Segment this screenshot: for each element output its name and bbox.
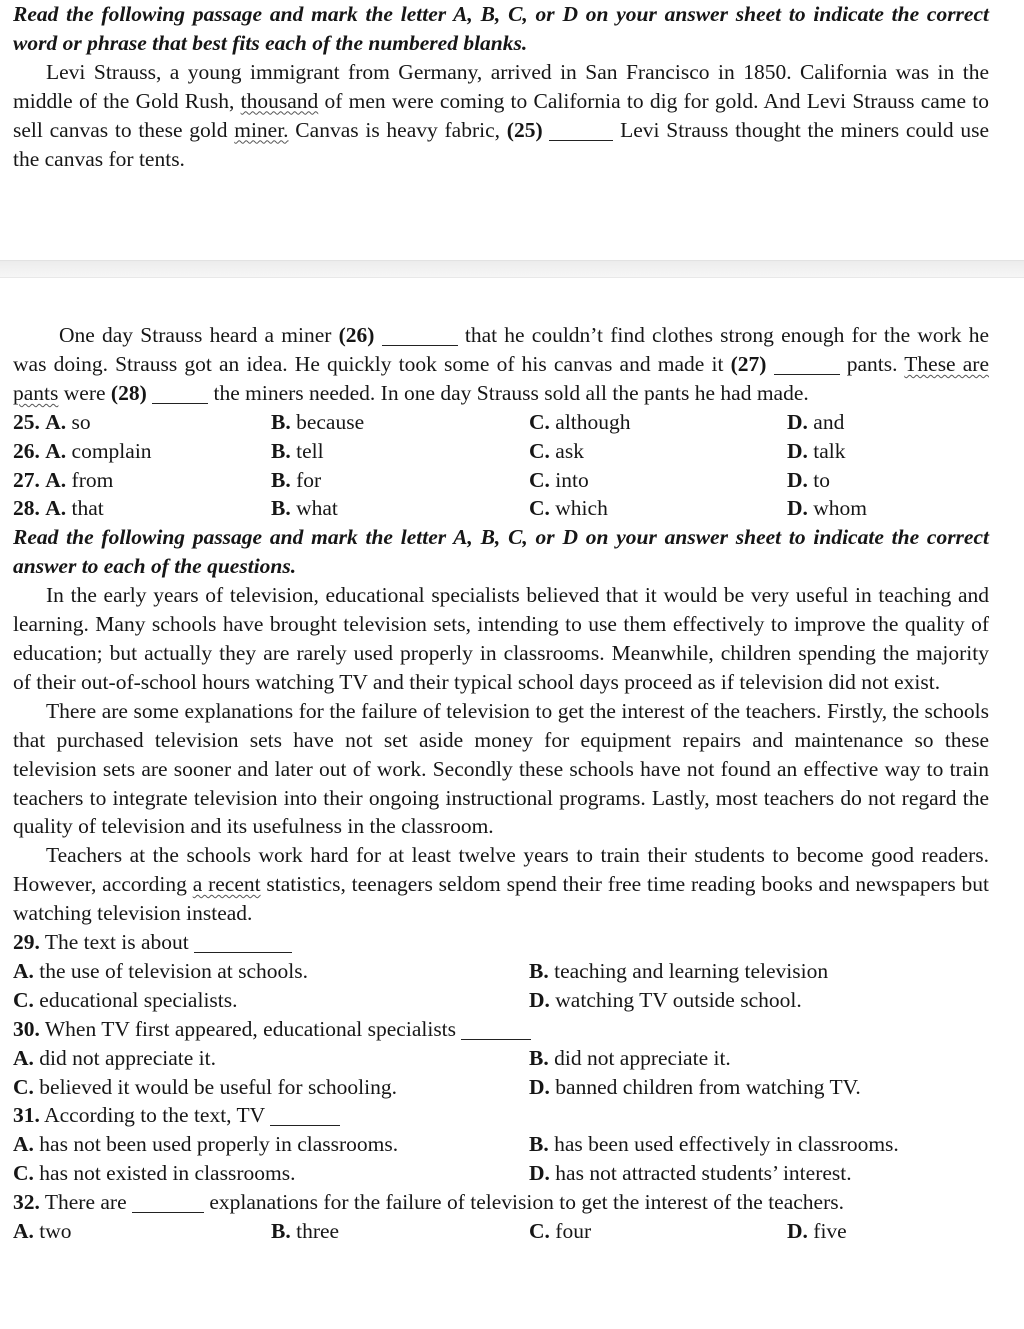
blank-number-28: (28) [110,380,147,405]
option-d [529,986,989,1015]
blank-number-25: (25) [506,117,543,142]
option-text: has been used effectively in classrooms. [554,1132,899,1157]
option-letter: A. [13,958,34,983]
error-marked-phrase: These are pants [13,351,990,405]
option-d [787,408,989,437]
question-number: 29. [13,930,40,955]
option-letter: C. [529,438,550,463]
option-letter: D. [787,438,808,463]
text-run: One day Strauss heard a miner [59,323,339,347]
option-c [529,466,787,495]
option-letter: B. [271,1219,291,1244]
section-1-instruction: Read the following passage and mark the letter A, B, C, or D on your answer sheet to indicate the correct word or phrase that best fits each of the numbered blanks. [13,2,989,55]
question-27 [13,466,989,495]
option-text: which [555,496,608,521]
option-text: complain [71,438,152,463]
option-letter: A. [45,467,67,492]
option-b [271,1217,529,1246]
option-letter: D. [529,1074,550,1099]
passage-2-paragraph-3 [13,841,989,928]
option-a [13,494,271,523]
question-30-stem [13,1015,989,1044]
error-marked-word: miner. [234,117,289,142]
option-b [271,437,529,466]
option-b [529,1130,989,1159]
option-text: to [813,467,831,492]
option-c [13,986,529,1015]
option-a [13,408,271,437]
blank-28 [152,381,208,404]
option-c [13,1159,529,1188]
question-26 [13,437,989,466]
question-text: The text is about [44,930,189,955]
option-letter: B. [271,496,291,521]
option-text: because [296,409,365,434]
option-b [271,494,529,523]
option-text: teaching and learning television [554,958,829,983]
question-29-stem [13,928,989,957]
option-text: banned children from watching TV. [555,1074,861,1099]
option-letter: B. [529,958,549,983]
question-number: 27. [13,467,40,492]
text-run: pants. [839,351,905,376]
option-text: did not appreciate it. [39,1045,216,1070]
option-letter: C. [13,1074,34,1099]
option-letter: B. [271,467,291,492]
option-b [529,1044,989,1073]
option-text: that [71,496,104,521]
question-number: 28. [13,496,40,521]
option-text: the use of television at schools. [39,958,308,983]
option-text: three [296,1219,340,1244]
option-c [13,1073,529,1102]
question-text: According to the text, TV [44,1103,265,1128]
option-letter: D. [529,987,550,1012]
option-letter: A. [45,438,67,463]
option-d [787,1217,989,1246]
question-32-stem [13,1188,989,1217]
text-run: were [58,380,111,405]
option-text: so [71,409,91,434]
option-letter: D. [787,409,808,434]
option-d [787,466,989,495]
option-letter: A. [45,409,67,434]
text-run: Canvas is heavy fabric, [288,117,507,142]
passage-1-bottom [13,321,989,1246]
option-letter: D. [787,467,808,492]
option-letter: D. [787,1219,808,1244]
error-marked-phrase: a recent [192,872,261,897]
answer-blank [461,1017,531,1040]
text-run: Levi Strauss thought the miners could use the canvas for tents. [13,117,990,171]
option-c [529,437,787,466]
option-letter: A. [13,1132,34,1157]
option-text: although [555,409,631,434]
option-letter: C. [529,467,550,492]
option-text: tell [296,438,324,463]
question-25 [13,408,989,437]
passage-1-top [13,0,989,173]
option-a [13,1044,529,1073]
screenshot-divider [0,260,1024,278]
blank-25 [549,118,613,141]
blank-number-26: (26) [338,323,375,347]
option-d [787,437,989,466]
option-a [13,957,529,986]
answer-blank [194,931,292,954]
option-letter: C. [529,409,550,434]
question-31-stem [13,1101,989,1130]
option-d [787,494,989,523]
option-text: did not appreciate it. [554,1045,731,1070]
answer-blank [270,1104,340,1127]
question-28 [13,494,989,523]
option-a [13,1130,529,1159]
option-a [13,466,271,495]
option-b [529,957,989,986]
text-run: Levi Strauss, a young immigrant from Germany, arrived in San Francisco in 1850. California was in the middle of the Gold Rush, [13,59,989,113]
option-letter: D. [787,496,808,521]
text-run: statistics, teenagers seldom spend their free time reading books and newspapers but watching television instead. [13,872,989,926]
option-letter: A. [13,1045,34,1070]
question-number: 32. [13,1190,40,1215]
option-letter: C. [529,1219,550,1244]
option-c [529,408,787,437]
option-d [529,1159,989,1188]
option-b [271,466,529,495]
question-text: When TV first appeared, educational specialists [44,1016,457,1041]
option-text: from [71,467,114,492]
question-31-options [13,1130,989,1188]
option-letter: C. [13,1161,34,1186]
option-text: has not attracted students’ interest. [555,1161,852,1186]
option-c [529,1217,787,1246]
question-number: 30. [13,1016,40,1041]
question-text: explanations for the failure of television to get the interest of the teachers. [209,1190,844,1215]
option-text: watching TV outside school. [555,987,802,1012]
option-letter: A. [13,1219,34,1244]
option-letter: B. [271,438,291,463]
text-run: Teachers at the schools work hard for at least twelve years to train their students to become good readers. However, according [13,843,989,897]
option-letter: B. [529,1132,549,1157]
option-text: what [296,496,338,521]
passage-2-paragraph-2: There are some explanations for the failure of television to get the interest of the teachers. Firstly, the schools that purchased television sets have not set aside money for equipment repairs and maintenance so these television sets are sooner and later out of work. Secondly these schools have not found an effective way to train teachers to integrate television into their ongoing instructional programs. Lastly, most teachers do not regard the quality of television and its usefulness in the classroom. [13,698,989,839]
passage-1-paragraph-1 [13,58,989,174]
option-letter: C. [13,987,34,1012]
option-text: for [296,467,322,492]
option-b [271,408,529,437]
blank-27 [774,352,840,375]
option-text: and [813,409,845,434]
option-text: five [813,1219,847,1244]
text-run: of men were coming to California to dig for gold. And Levi Strauss came to sell canvas to these gold [13,88,989,142]
error-marked-word: thousand [240,88,319,113]
question-number: 31. [13,1103,40,1128]
text-run: that he couldn’t find clothes strong enough for the work he was doing. Strauss got an idea. He quickly took some of his canvas and made it [13,323,990,376]
option-text: educational specialists. [39,987,238,1012]
option-text: four [555,1219,592,1244]
option-text: ask [555,438,584,463]
option-text: has not existed in classrooms. [39,1161,296,1186]
answer-blank [132,1191,204,1214]
passage-2-paragraph-1: In the early years of television, educational specialists believed that it would be very useful in teaching and learning. Many schools have brought television sets, intending to use them effectively to improve the quality of education; but actually they are rarely used properly in classrooms. Meanwhile, children spending the majority of their out-of-school hours watching TV and their typical school days proceed as if television did not exist. [13,583,989,694]
option-text: believed it would be useful for schooling. [39,1074,397,1099]
option-d [529,1073,989,1102]
option-text: into [555,467,589,492]
option-text: whom [813,496,868,521]
blank-number-27: (27) [730,351,767,376]
option-text: talk [813,438,846,463]
passage-1-paragraph-2 [13,321,989,408]
text-run: the miners needed. In one day Strauss sold all the pants he had made. [213,380,809,405]
option-letter: B. [271,409,291,434]
question-number: 25. [13,409,40,434]
option-a [13,1217,271,1246]
option-text: has not been used properly in classrooms. [39,1132,399,1157]
section-2-instruction: Read the following passage and mark the letter A, B, C, or D on your answer sheet to indicate the correct answer to each of the questions. [13,525,989,579]
option-letter: A. [45,496,67,521]
question-30-options [13,1044,989,1102]
question-29-options [13,957,989,1015]
question-text: There are [44,1190,127,1215]
question-32-options [13,1217,989,1246]
option-letter: C. [529,496,550,521]
blank-26 [382,324,458,347]
option-letter: B. [529,1045,549,1070]
question-number: 26. [13,438,40,463]
option-c [529,494,787,523]
option-letter: D. [529,1161,550,1186]
option-a [13,437,271,466]
option-text: two [39,1219,72,1244]
